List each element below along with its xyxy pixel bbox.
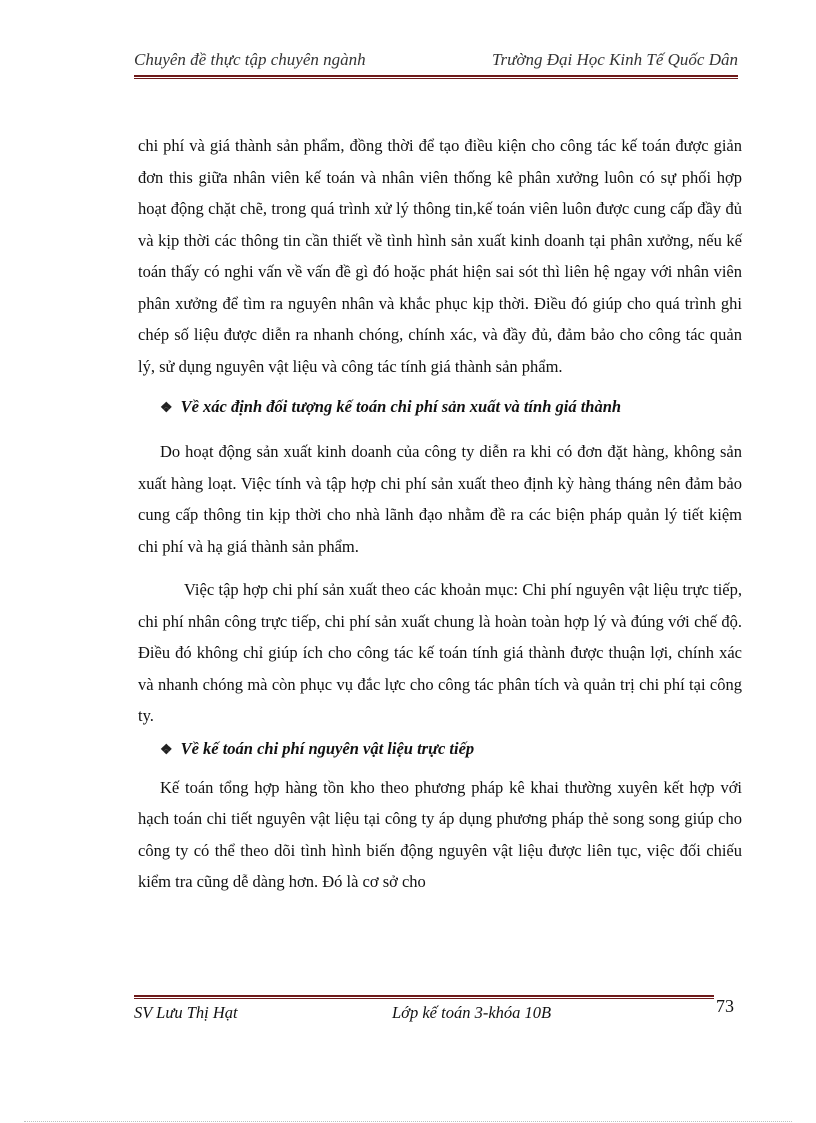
diamond-bullet-icon: ❖ [160, 742, 173, 758]
section-heading-text: Về kế toán chi phí nguyên vật liệu trực tiếp [180, 738, 475, 758]
header-rule-thin [134, 78, 738, 79]
document-body [138, 130, 742, 898]
paragraph: Do hoạt động sản xuất kinh doanh của công ty diễn ra khi có đơn đặt hàng, không sản xuất hàng loạt. Việc tính và tập hợp chi phí sản xuất theo định kỳ hàng tháng nên đảm bảo cung cấp thông tin kịp thời cho nhà lãnh đạo nhằm đề ra các biện pháp quản lý tiết kiệm chi phí và hạ giá thành sản phẩm. [138, 442, 742, 556]
paragraph: chi phí và giá thành sản phẩm, đồng thời để tạo điều kiện cho công tác kế toán được giản đơn this giữa nhân viên kế toán và nhân viên thống kê phân xưởng luôn có sự phối hợp hoạt động chặt chẽ, trong quá trình xử lý thông tin,kế toán viên luôn được cung cấp đầy đủ và kịp thời các thông tin cần thiết về tình hình sản xuất kinh doanh tại phân xưởng, nếu kế toán thấy có nghi vấn về vấn đề gì đó hoặc phát hiện sai sót thì liên hệ ngay với nhân viên phân xưởng để tìm ra nguyên nhân và khắc phục kịp thời. Điều đó giúp cho quá trình ghi chép số liệu được diễn ra nhanh chóng, chính xác, và đầy đủ, đảm bảo cho công tác quản lý, sử dụng nguyên vật liệu và công tác tính giá thành sản phẩm. [138, 136, 742, 376]
footer-rule-thin [134, 998, 714, 999]
section-heading-text: Về xác định đối tượng kế toán chi phí sản xuất và tính giá thành [180, 397, 622, 416]
header-university: Trường Đại Học Kinh Tế Quốc Dân [492, 50, 738, 69]
header-report-title: Chuyên đề thực tập chuyên ngành [134, 50, 366, 69]
paragraph: Việc tập hợp chi phí sản xuất theo các khoản mục: Chi phí nguyên vật liệu trực tiếp, chi phí nhân công trực tiếp, chi phí sản xuất chung là hoàn toàn hợp lý và đúng với chế độ. Điều đó không chỉ giúp ích cho công tác kế toán tính giá thành được thuận lợi, chính xác và nhanh chóng mà còn phục vụ đắc lực cho công tác phân tích và quản trị chi phí tại công ty. [138, 580, 742, 725]
paragraph: Kế toán tổng hợp hàng tồn kho theo phương pháp kê khai thường xuyên kết hợp với hạch toán chi tiết nguyên vật liệu tại công ty áp dụng phương pháp thẻ song song giúp cho công ty có thể theo dõi tình hình biến động nguyên vật liệu được liên tục, việc đối chiếu kiểm tra cũng dễ dàng hơn. Đó là cơ sở cho [138, 777, 742, 891]
footer-student-name: SV Lưu Thị Hạt [134, 1003, 238, 1022]
footer-rule [134, 995, 714, 997]
header-rule [134, 75, 738, 77]
page-header [134, 50, 738, 70]
page-number: 73 [716, 996, 734, 1016]
section-heading [160, 734, 742, 766]
page-edge-divider [24, 1121, 792, 1122]
section-heading [160, 392, 742, 424]
page-footer [134, 1003, 738, 1027]
diamond-bullet-icon: ❖ [160, 401, 173, 416]
footer-class-name: Lớp kế toán 3-khóa 10B [392, 1003, 552, 1022]
